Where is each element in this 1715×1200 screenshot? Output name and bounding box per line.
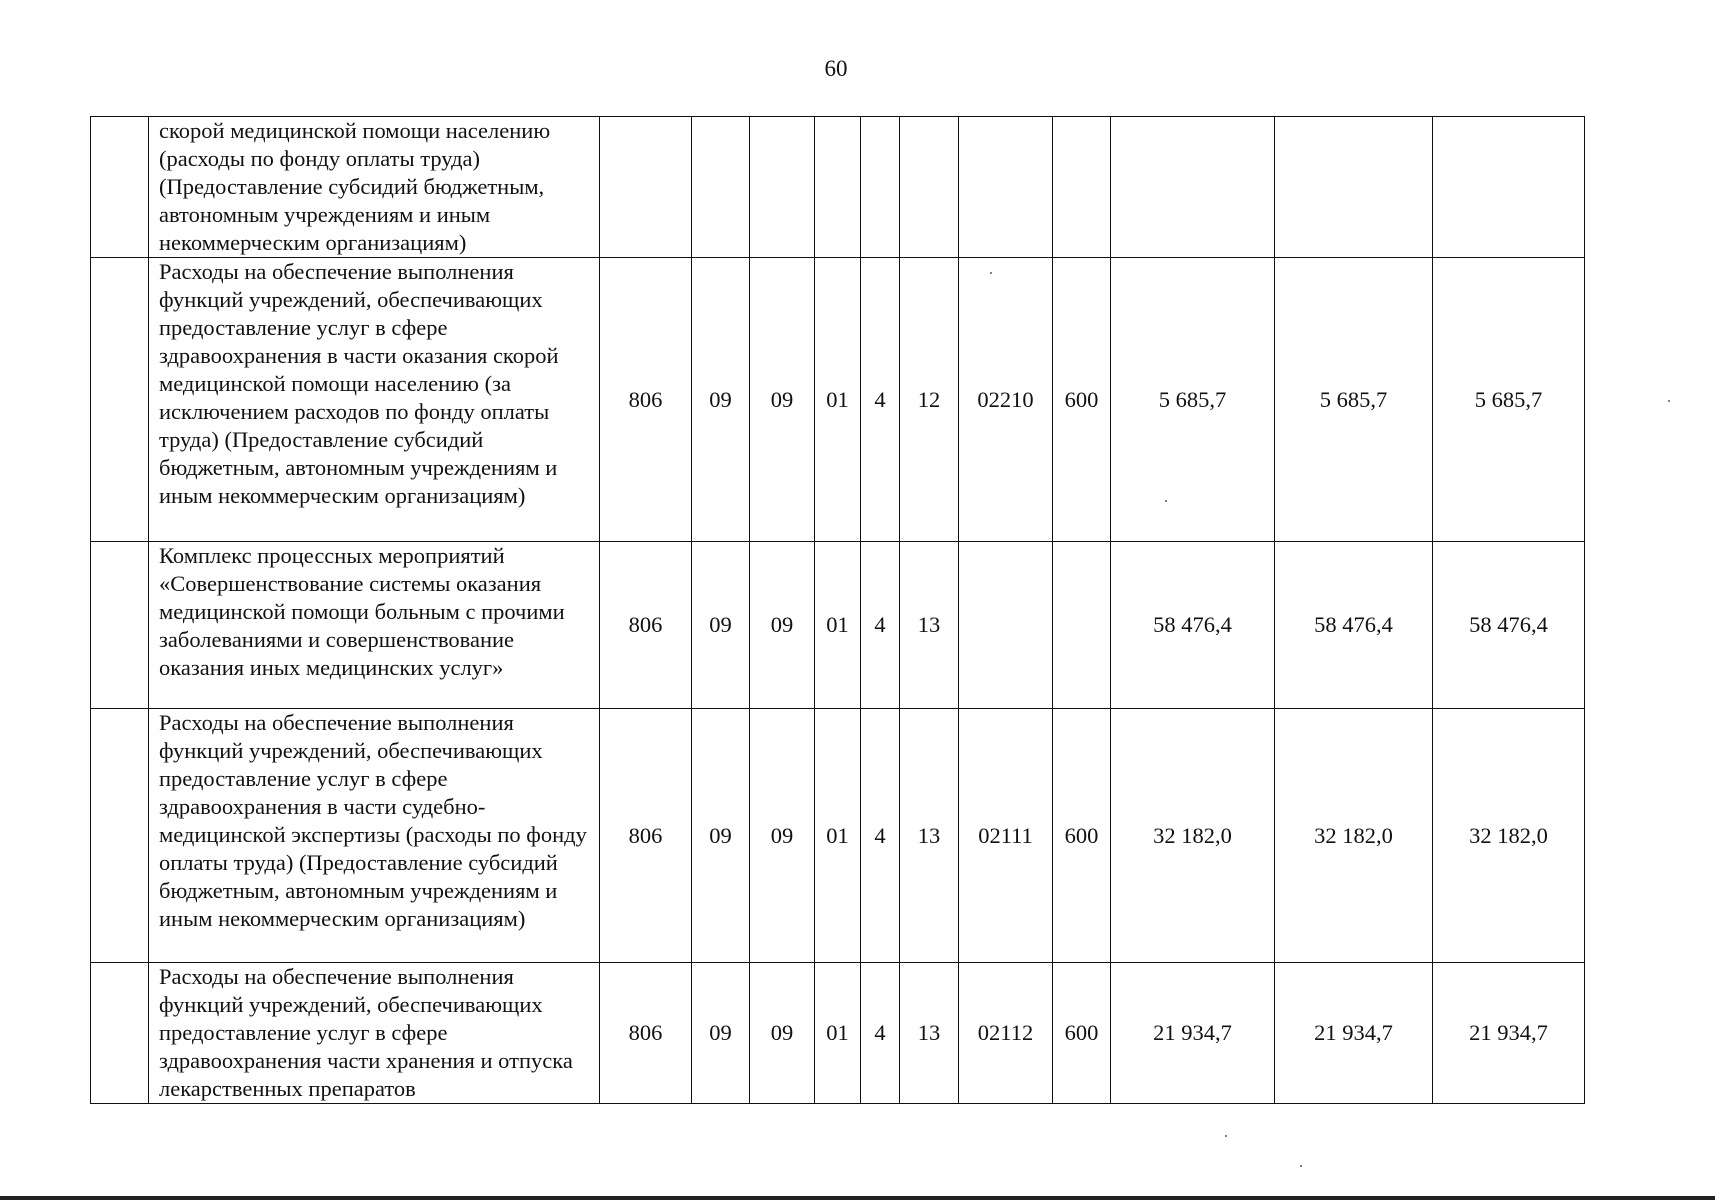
- code-cell: [1053, 117, 1111, 258]
- description-cell: Расходы на обеспечение выполнения функций учреждений, обеспечивающих предоставление услуг в сфере здравоохранения в части судебно-медицинской экспертизы (расходы по фонду оплаты труда) (Предоставление субсидий бюджетным, автономным учреждениям и иным некоммерческим организациям): [149, 709, 600, 963]
- code-cell: 01: [815, 542, 861, 709]
- code-cell: 600: [1053, 709, 1111, 963]
- code-cell: [600, 117, 692, 258]
- amount-cell: 5 685,7: [1111, 258, 1275, 542]
- table-row: [91, 542, 1585, 709]
- code-cell: 01: [815, 963, 861, 1104]
- code-cell: 09: [750, 709, 815, 963]
- code-cell: [1053, 542, 1111, 709]
- code-cell: 806: [600, 542, 692, 709]
- code-cell: 4: [861, 258, 900, 542]
- description-cell: скорой медицинской помощи населению (расходы по фонду оплаты труда) (Предоставление субсидий бюджетным, автономным учреждениям и иным некоммерческим организациям): [149, 117, 600, 258]
- code-cell: [861, 117, 900, 258]
- row-number-cell: [91, 258, 149, 542]
- code-cell: 13: [900, 709, 959, 963]
- code-cell: 806: [600, 709, 692, 963]
- code-cell: [959, 117, 1053, 258]
- scan-speck: [990, 272, 992, 274]
- scan-speck: [1668, 400, 1670, 402]
- amount-cell: [1433, 117, 1585, 258]
- scan-bottom-edge: [0, 1196, 1715, 1200]
- page-number: 60: [824, 56, 848, 81]
- code-cell: 13: [900, 963, 959, 1104]
- code-cell: 09: [750, 258, 815, 542]
- amount-cell: 5 685,7: [1433, 258, 1585, 542]
- code-cell: [900, 117, 959, 258]
- code-cell: [959, 542, 1053, 709]
- code-cell: 09: [692, 709, 750, 963]
- scan-speck: [1225, 1135, 1227, 1137]
- table-row: [91, 258, 1585, 542]
- code-cell: 13: [900, 542, 959, 709]
- code-cell: 02112: [959, 963, 1053, 1104]
- amount-cell: 32 182,0: [1111, 709, 1275, 963]
- amount-cell: 21 934,7: [1275, 963, 1433, 1104]
- code-cell: 4: [861, 963, 900, 1104]
- code-cell: 09: [750, 542, 815, 709]
- code-cell: 806: [600, 258, 692, 542]
- amount-cell: 32 182,0: [1433, 709, 1585, 963]
- amount-cell: 21 934,7: [1111, 963, 1275, 1104]
- row-number-cell: [91, 542, 149, 709]
- code-cell: 12: [900, 258, 959, 542]
- code-cell: 09: [692, 963, 750, 1104]
- code-cell: 806: [600, 963, 692, 1104]
- amount-cell: 58 476,4: [1433, 542, 1585, 709]
- code-cell: 01: [815, 258, 861, 542]
- code-cell: 600: [1053, 258, 1111, 542]
- budget-table: [90, 116, 1585, 1104]
- row-number-cell: [91, 709, 149, 963]
- code-cell: 02210: [959, 258, 1053, 542]
- code-cell: 4: [861, 709, 900, 963]
- code-cell: [750, 117, 815, 258]
- amount-cell: 21 934,7: [1433, 963, 1585, 1104]
- table-row: [91, 963, 1585, 1104]
- description-cell: Комплекс процессных мероприятий «Совершенствование системы оказания медицинской помощи больным с прочими заболеваниями и совершенствование оказания иных медицинских услуг»: [149, 542, 600, 709]
- code-cell: [692, 117, 750, 258]
- scan-speck: [1165, 500, 1167, 502]
- table-row: [91, 709, 1585, 963]
- scan-speck: [1300, 1165, 1302, 1167]
- row-number-cell: [91, 117, 149, 258]
- amount-cell: 32 182,0: [1275, 709, 1433, 963]
- amount-cell: 5 685,7: [1275, 258, 1433, 542]
- code-cell: [815, 117, 861, 258]
- description-cell: Расходы на обеспечение выполнения функций учреждений, обеспечивающих предоставление услуг в сфере здравоохранения в части оказания скорой медицинской помощи населению (за исключением расходов по фонду оплаты труда) (Предоставление субсидий бюджетным, автономным учреждениям и иным некоммерческим организациям): [149, 258, 600, 542]
- code-cell: 02111: [959, 709, 1053, 963]
- row-number-cell: [91, 963, 149, 1104]
- amount-cell: 58 476,4: [1275, 542, 1433, 709]
- code-cell: 09: [750, 963, 815, 1104]
- code-cell: 600: [1053, 963, 1111, 1104]
- code-cell: 09: [692, 258, 750, 542]
- description-cell: Расходы на обеспечение выполнения функций учреждений, обеспечивающих предоставление услуг в сфере здравоохранения части хранения и отпуска лекарственных препаратов: [149, 963, 600, 1104]
- amount-cell: [1111, 117, 1275, 258]
- table-row: [91, 117, 1585, 258]
- code-cell: 4: [861, 542, 900, 709]
- amount-cell: [1275, 117, 1433, 258]
- code-cell: 01: [815, 709, 861, 963]
- amount-cell: 58 476,4: [1111, 542, 1275, 709]
- code-cell: 09: [692, 542, 750, 709]
